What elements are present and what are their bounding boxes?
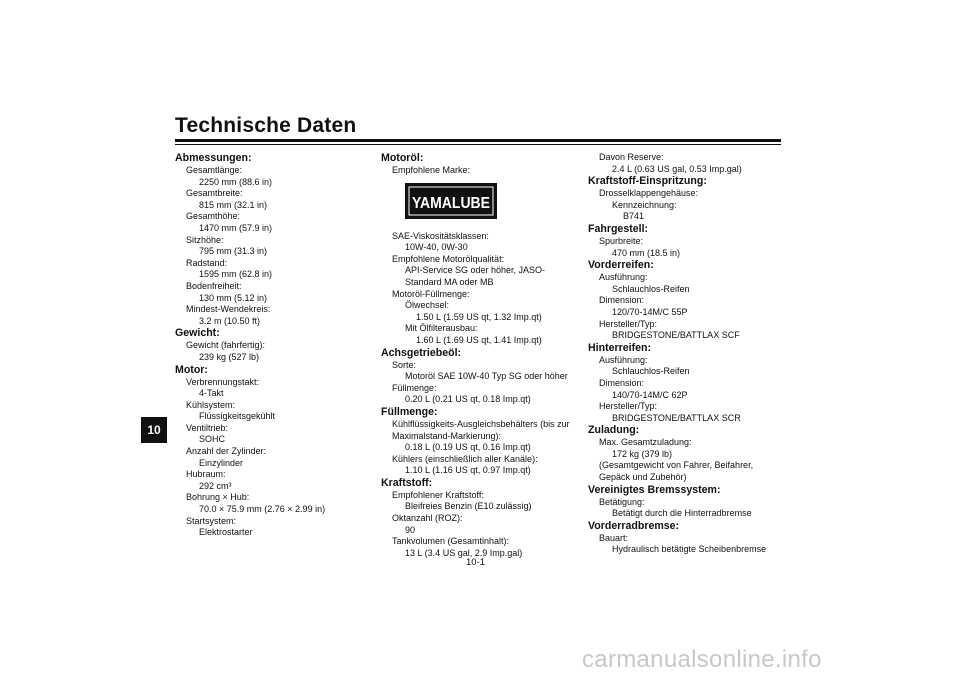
spec-line: Kennzeichnung: (612, 199, 677, 210)
section-heading: Achsgetriebeöl: (381, 346, 462, 359)
spec-line: Standard MA oder MB (405, 276, 494, 287)
yamalube-logo-wrap (381, 183, 581, 223)
spec-line: 1.60 L (1.69 US qt, 1.41 Imp.qt) (416, 334, 542, 345)
spec-line: Empfohlene Motorölqualität: (392, 253, 505, 264)
spec-line: 2.4 L (0.63 US gal, 0.53 Imp.gal) (612, 163, 742, 174)
spec-line: Kühlers (einschließlich aller Kanäle): (392, 453, 538, 464)
spec-line: Schlauchlos-Reifen (612, 283, 690, 294)
spec-line: Bauart: (599, 532, 629, 543)
page-title: Technische Daten (175, 114, 357, 137)
spec-line: Dimension: (599, 377, 645, 388)
section-heading: Vereinigtes Bremssystem: (588, 483, 721, 496)
spec-line: Max. Gesamtzuladung: (599, 437, 692, 448)
yamalube-logo-svg (405, 183, 497, 219)
spec-line: Motoröl SAE 10W-40 Typ SG oder höher (405, 371, 568, 382)
spec-line: 815 mm (32.1 in) (199, 199, 268, 210)
spec-line: 1470 mm (57.9 in) (199, 222, 273, 233)
spec-line: BRIDGESTONE/BATTLAX SCF (612, 330, 740, 341)
spec-line: Dimension: (599, 295, 645, 306)
spec-line: Empfohlener Kraftstoff: (392, 489, 484, 500)
spec-column-2-body (381, 231, 581, 560)
spec-line: Kühlflüssigkeits-Ausgleichsbehälters (bis zur (392, 418, 570, 429)
spec-line: Elektrostarter (199, 527, 253, 538)
spec-line: Maximalstand-Markierung): (392, 430, 502, 441)
spec-line: 239 kg (527 lb) (199, 351, 260, 362)
spec-line: Einzylinder (199, 457, 244, 468)
spec-line: Mindest-Wendekreis: (186, 304, 271, 315)
spec-line: 795 mm (31.3 in) (199, 246, 268, 257)
spec-column-3 (588, 152, 783, 556)
spec-line: Empfohlene Marke: (392, 165, 471, 175)
section-heading: Vorderreifen: (588, 259, 654, 272)
spec-line: Hersteller/Typ: (599, 401, 658, 412)
spec-line: Ausführung: (599, 272, 648, 283)
section-heading: Gewicht: (175, 327, 220, 340)
spec-line: 172 kg (379 lb) (612, 448, 673, 459)
spec-line: 3.2 m (10.50 ft) (199, 315, 261, 326)
spec-line: 1.10 L (1.16 US qt, 0.97 Imp.qt) (405, 465, 531, 476)
spec-line: Betätigung: (599, 496, 645, 507)
spec-line: Oktanzahl (ROZ): (392, 513, 463, 524)
spec-line: 2250 mm (88.6 in) (199, 176, 273, 187)
spec-line: Gesamtbreite: (186, 188, 243, 199)
spec-line: Betätigt durch die Hinterradbremse (612, 508, 752, 519)
section-heading: Motor: (175, 363, 208, 376)
spec-line: Hydraulisch betätigte Scheibenbremse (612, 544, 767, 555)
spec-line: Bleifreies Benzin (E10 zulässig) (405, 501, 532, 512)
spec-line: Bodenfreiheit: (186, 280, 242, 291)
spec-line: 120/70-14M/C 55P (612, 306, 688, 317)
spec-line: 10W-40, 0W-30 (405, 242, 468, 253)
spec-line: Schlauchlos-Reifen (612, 366, 690, 377)
chapter-tab: 10 (141, 417, 167, 443)
spec-line: Flüssigkeitsgekühlt (199, 411, 276, 422)
spec-line: Gewicht (fahrfertig): (186, 340, 266, 351)
section-heading: Kraftstoff: (381, 476, 433, 489)
section-heading: Motoröl: (381, 152, 424, 164)
header-rule-thick (175, 139, 781, 142)
section-heading: Hinterreifen: (588, 341, 651, 354)
spec-line: Sitzhöhe: (186, 234, 224, 245)
header-rule-thin (175, 144, 781, 145)
spec-line: 140/70-14M/C 62P (612, 389, 688, 400)
section-heading: Vorderradbremse: (588, 519, 680, 532)
spec-line: Verbrennungstakt: (186, 376, 260, 387)
spec-line: Hersteller/Typ: (599, 318, 658, 329)
logo-text: YAMALUBE (412, 194, 491, 212)
spec-line: Gesamtlänge: (186, 165, 243, 175)
section-heading: Abmessungen: (175, 152, 252, 164)
section-heading: Kraftstoff-Einspritzung: (588, 175, 707, 188)
spec-line: 470 mm (18.5 in) (612, 247, 681, 258)
spec-line: Spurbreite: (599, 235, 644, 246)
spec-line: 1.50 L (1.59 US qt, 1.32 Imp.qt) (416, 311, 542, 322)
spec-line: Füllmenge: (392, 382, 437, 393)
spec-line: 90 (405, 524, 416, 535)
spec-line: Davon Reserve: (599, 152, 664, 162)
spec-line: 70.0 × 75.9 mm (2.76 × 2.99 in) (199, 504, 326, 515)
section-heading: Fahrgestell: (588, 222, 649, 235)
spec-line: Gepäck und Zubehör) (599, 472, 687, 483)
yamalube-logo (405, 183, 497, 219)
spec-line: Ausführung: (599, 354, 648, 365)
spec-line: Anzahl der Zylinder: (186, 446, 267, 457)
spec-line: Drosselklappengehäuse: (599, 188, 699, 199)
spec-line: Motoröl-Füllmenge: (392, 288, 470, 299)
spec-line: B741 (623, 211, 645, 222)
spec-line: BRIDGESTONE/BATTLAX SCR (612, 412, 741, 423)
spec-line: SAE-Viskositätsklassen: (392, 230, 489, 241)
spec-line: 130 mm (5.12 in) (199, 292, 268, 303)
spec-line: 0.18 L (0.19 US qt, 0.16 Imp.qt) (405, 442, 531, 453)
page-number: 10-1 (466, 557, 486, 568)
spec-line: 4-Takt (199, 388, 224, 399)
spec-line: Radstand: (186, 257, 228, 268)
spec-line: Startsystem: (186, 515, 237, 526)
spec-line: Mit Ölfilterausbau: (405, 323, 478, 334)
spec-line: Ventiltrieb: (186, 422, 229, 433)
spec-column-2-top (381, 152, 581, 177)
section-heading: Zuladung: (588, 424, 640, 437)
spec-line: API-Service SG oder höher, JASO- (405, 265, 546, 276)
spec-line: (Gesamtgewicht von Fahrer, Beifahrer, (599, 460, 754, 471)
spec-line: Hubraum: (186, 469, 226, 480)
spec-line: 0.20 L (0.21 US qt, 0.18 Imp.qt) (405, 394, 531, 405)
spec-line: Kühlsystem: (186, 399, 236, 410)
spec-column-2 (381, 152, 581, 559)
spec-column-1 (175, 152, 370, 539)
spec-line: 292 cm³ (199, 480, 232, 491)
spec-line: Gesamthöhe: (186, 211, 241, 222)
spec-line: 1595 mm (62.8 in) (199, 269, 273, 280)
spec-line: 13 L (3.4 US gal, 2.9 Imp.gal) (405, 547, 523, 558)
spec-line: Bohrung × Hub: (186, 492, 250, 503)
spec-line: Tankvolumen (Gesamtinhalt): (392, 536, 510, 547)
section-heading: Füllmenge: (381, 405, 438, 418)
spec-line: SOHC (199, 434, 226, 445)
watermark-text: carmanualsonline.info (582, 646, 822, 673)
spec-line: Sorte: (392, 359, 417, 370)
spec-line: Ölwechsel: (405, 300, 450, 311)
